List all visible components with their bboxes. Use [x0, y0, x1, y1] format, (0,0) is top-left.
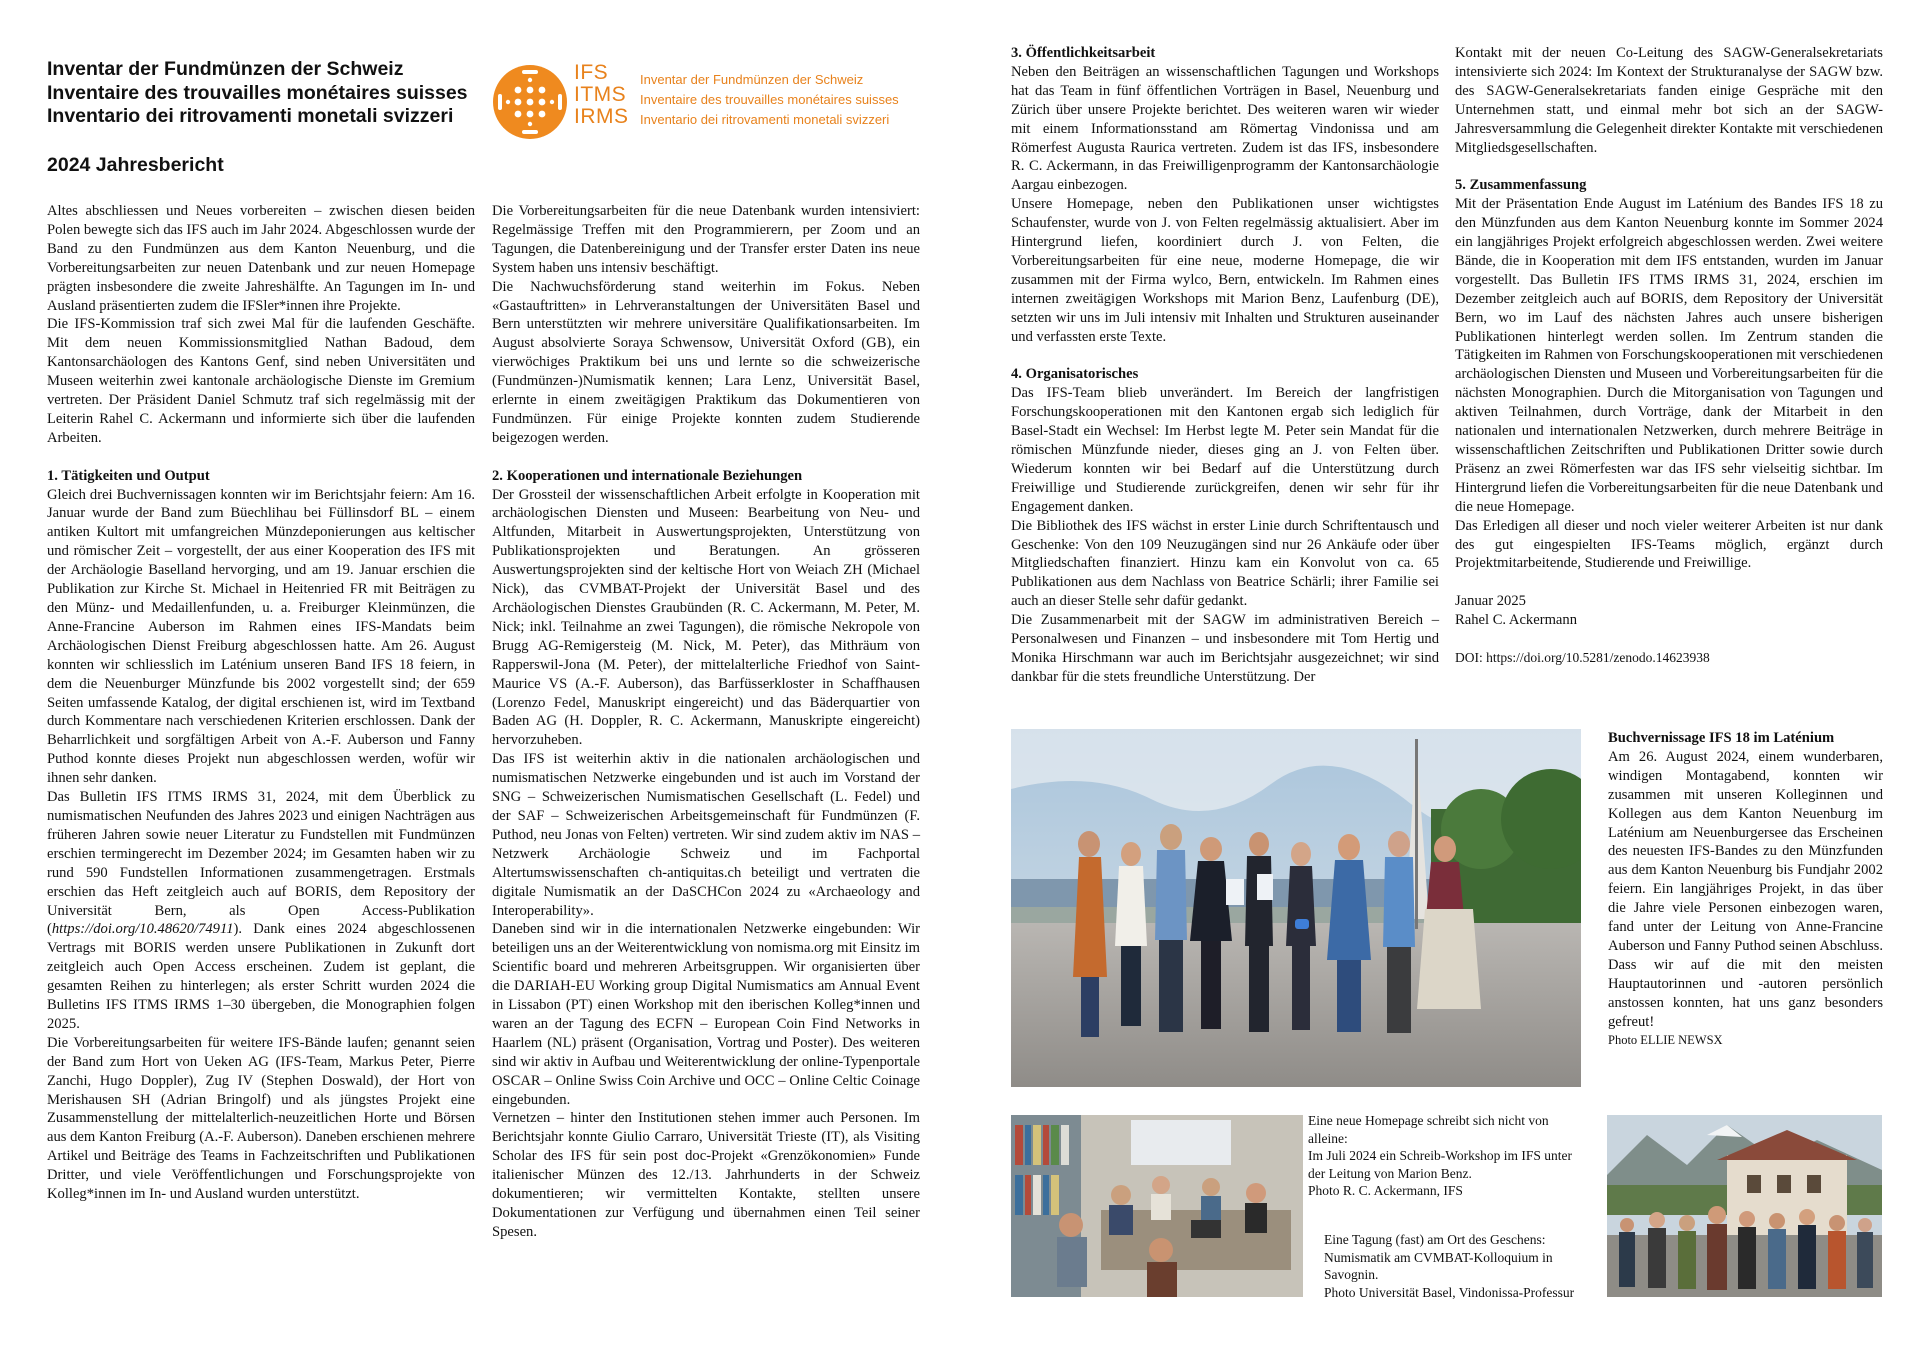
- title-de: Inventar der Fundmünzen der Schweiz: [47, 58, 404, 80]
- tagung-caption-line-2: Numismatik am CVMBAT-Kolloquium in Savognin.: [1324, 1249, 1553, 1282]
- intro-paragraph-2: Die IFS-Kommission traf sich zwei Mal für die laufenden Geschäfte. Mit dem neuen Kommissionsmitglied Nathan Badoud, dem Kantonsarchäologen des Kantons Genf, sind neben Universitäten und Museen weiterhin zwei kantonale archäologische Dienste im Gremium vertreten. Der Präsident Daniel Schmutz traf sich regelmässig mit der Leiterin Rahel C. Ackermann und informierte sich über die laufenden Arbeiten.: [47, 316, 475, 446]
- section-3-paragraph-1: Neben den Beiträgen an wissenschaftlichen Tagungen und Workshops hat das Team in fünf öffentlichen Vorträgen in Basel, Neuenburg und Zürich über unsere Projekte berichtet. Des weiteren waren wir wieder mit einem Informationsstand am Römertag Vindonissa und am Römerfest Augusta Raurica vertreten. Zudem ist das IFS, insbesondere R. C. Ackermann, in das Freiwilligenprogramm der Kantonsarchäologie Aargau einbezogen.: [1011, 63, 1439, 194]
- tagung-caption-line-1: Eine Tagung (fast) am Ort des Geschens:: [1324, 1232, 1546, 1247]
- section-1-paragraph-4: Die Vorbereitungsarbeiten für die neue Datenbank wurden intensiviert: Regelmässige Treffen mit den Programmierern, per Zoom und an Tagungen, die Datenbereinigung und der Transfer erster Daten ins neue System haben uns intensiv beschäftigt.: [492, 203, 920, 276]
- logo-abbr-irms: IRMS: [574, 105, 629, 128]
- report-date: Januar 2025: [1455, 593, 1526, 610]
- section-4-paragraph-1: Das IFS-Team blieb unverändert. Im Bereich der langfristigen Forschungskooperationen mit den Kantonen ergab sich lediglich für Basel-Stadt ein Wechsel: Im Herbst legte M. Peter sein Mandat für die römischen Münzfunde nieder, dieses ging an J. von Felten über. Wiederum konnten wir bei Bedarf auf die Unterstützung durch Freiwillige und Studierende zurückgreifen, denen wir sehr für ihr Engagement danken.: [1011, 385, 1439, 515]
- doi-link[interactable]: https://doi.org/10.48620/74911: [51, 921, 234, 938]
- tagung-photo-credit: Photo Universität Basel, Vindonissa-Professur: [1324, 1284, 1575, 1300]
- workshop-photo-image: [1011, 1115, 1303, 1297]
- group-photo: [1011, 729, 1581, 1087]
- column-1: [47, 202, 475, 1204]
- section-heading-3: 3. Öffentlichkeitsarbeit: [1011, 45, 1156, 61]
- section-4-paragraph-4: Kontakt mit der neuen Co-Leitung des SAGW-Generalsekretariats intensivierte sich 2024: Im Kontext der Strukturanalyse der SAGW bzw. des SAGW-Generalsekretariats fanden einige Gespräche mit den Unternehmen statt, und einmal mehr bot sich an der SAGW-Jahresversammlung die Gelegenheit direkter Kontakte mit verschiedenen Mitgliedsgesellschaften.: [1455, 45, 1883, 156]
- report-author: Rahel C. Ackermann: [1455, 612, 1577, 629]
- doi-reference[interactable]: DOI: https://doi.org/10.5281/zenodo.14623938: [1455, 649, 1710, 665]
- group-photo-caption: [1608, 729, 1883, 1049]
- title-it: Inventario dei ritrovamenti monetali svizzeri: [47, 105, 454, 127]
- section-4-paragraph-3: Die Zusammenarbeit mit der SAGW im administrativen Bereich – Personalwesen und Finanzen – und insbesondere mit Tom Hertig und Monika Hirschmann war auch im Berichtsjahr ausgezeichnet; wir sind dankbar für die stets freundliche Unterstützung. Der: [1011, 612, 1439, 685]
- summary-paragraph-2: Das Erledigen all dieser und noch vieler weiterer Arbeiten ist nur dank des gut eingespielten IFS-Teams möglich, ergänzt durch Projektmitarbeitende, Studierende und Freiwillige.: [1455, 517, 1883, 572]
- section-1-paragraph-5: Die Nachwuchsförderung stand weiterhin im Fokus. Neben «Gastauftritten» in Lehrveranstaltungen der Universitäten Basel und Bern unterstützten wir mehrere universitäre Qualifikationsarbeiten. Im August absolvierte Soraya Schwensow, Universität Oxford (GB), ein vierwöchiges Praktikum bei uns und lernte so die schweizerische (Fundmünzen-)Numismatik kennen; Lara Lenz, Universität Basel, erlernte in einem zweitägigen Praktikum das Dokumentieren von Fundmünzen. Für einige Projekte konnten zudem Studierende beigezogen werden.: [492, 278, 920, 446]
- column-2: [492, 202, 920, 1242]
- group-photo-credit: Photo ELLIE NEWSX: [1608, 1032, 1723, 1047]
- section-2-paragraph-4: Vernetzen – hinter den Institutionen stehen immer auch Personen. Im Berichtsjahr konnte Giulio Carraro, Universität Trieste (IT), als Visiting Scholar des IFS für sein post doc-Projekt «Grenzökonomien» Funde italienischer Münzen des 12./13. Jahrhunderts in der Schweiz dokumentieren; wir vermittelten Kontakte, stellten unsere Dokumentationen zur Verfügung und übernahmen einen Teil seiner Spesen.: [492, 1110, 920, 1240]
- section-heading-2: 2. Kooperationen und internationale Beziehungen: [492, 467, 803, 484]
- column-4: [1455, 44, 1883, 668]
- section-1-paragraph-2: Das Bulletin IFS ITMS IRMS 31, 2024, mit dem Überblick zu numismatischen Neufunden des Jahres 2023 und einigen Nachträgen aus früheren Jahren sowie neuer Literatur zu Fundstellen mit Fundmünzen erschien termingerecht im Dezember 2024; im Gesamten haben wir zu rund 590 Fundstellen Informationen zusammengetragen. Erstmals erschien das Heft zeitgleich auch auf BORIS, dem Repository der Universität Bern, als Open Access-Publikation (https://doi.org/10.48620/74911). Dank eines 2024 abgeschlossenen Vertrags mit BORIS werden unsere Publikationen in Zukunft dort zeitgleich auch Open Access erscheinen. Zudem ist geplant, die gesamten Reihen zu hinterlegen; als erster Schritt wurden 2024 die Bulletins IFS ITMS IRMS 1–30 übergeben, die Monographien folgen 2025.: [47, 789, 475, 1032]
- tagung-photo-image: [1607, 1115, 1882, 1297]
- logo-line-de: Inventar der Fundmünzen der Schweiz: [640, 72, 864, 87]
- column-3: [1011, 44, 1439, 687]
- coin-grid-icon: [492, 64, 568, 140]
- section-1-paragraph-1: Gleich drei Buchvernissagen konnten wir im Berichtsjahr feiern: Am 16. Januar wurde der Band zum Büechlihau bei Füllinsdorf BL – einem antiken Kultort mit umfangreichen Münzdeponierungen aus keltischer und römischer Zeit – vorgestellt, der aus einer Kooperation des IFS mit der Archäologie Baselland hervorging, und am 19. Januar erschien die Publikation zur Kirche St. Michael in Heitenried FR mit Beiträgen zu den Münz- und Medaillenfunden, u. a. Freiburger Kleinmünzen, die Anne-Francine Auberson im Rahmen eines IFS-Mandats beim Archäologischen Dienst Freiburg abgeschlossen hatte. Am 26. August konnten wir schliesslich im Laténium unseren Band IFS 18 feiern, in dem die Neuenburger Münzfunde bis 2002 vorgestellt sind; der 659 Seiten umfassende Katalog, der digital erschienen ist, wird im Textband durch Kommentare nach verschiedenen Kriterien erschlossen. Dank der Beharrlichkeit und sorgfältigen Arbeit von A.-F. Auberson und Fanny Puthod konnte dieses Projekt nun abgeschlossen werden, wofür wir ihnen sehr danken.: [47, 486, 475, 787]
- workshop-photo-credit: Photo R. C. Ackermann, IFS: [1308, 1183, 1463, 1198]
- group-photo-image: [1011, 729, 1581, 1087]
- section-heading-1: 1. Tätigkeiten und Output: [47, 467, 210, 484]
- report-title: 2024 Jahresbericht: [47, 153, 224, 176]
- group-photo-caption-title: Buchvernissage IFS 18 im Laténium: [1608, 730, 1835, 746]
- workshop-caption-line-1: Eine neue Homepage schreibt sich nicht von alleine:: [1308, 1113, 1549, 1146]
- logo-line-fr: Inventaire des trouvailles monétaires suisses: [640, 92, 899, 107]
- logo-abbr-ifs: IFS: [574, 61, 609, 84]
- section-2-paragraph-3: Daneben sind wir in die internationalen Netzwerke eingebunden: Wir beteiligen uns an der Weiterentwicklung von nomisma.org mit Einsitz im Scientific board und mehreren Arbeitsgruppen. Wir organisierten über die DARIAH-EU Working group Digital Numismatics am Annual Event in Lissabon (PT) einen Workshop mit den iberischen Kolleg*innen und waren an der Tagung des ECFN – European Coin Find Networks in Haarlem (NL) präsent (Organisation, Vortrag und Poster). Des weiteren sind wir aktiv in Aufbau und Weiterentwicklung der online-Typenportale OSCAR – Online Swiss Coin Archive und OCC – Online Celtic Coinage eingebunden.: [492, 921, 920, 1108]
- summary-paragraph-1: Mit der Präsentation Ende August im Laténium des Bandes IFS 18 zu den Münzfunden aus dem Kanton Neuenburg konnte im Sommer 2024 ein langjähriges Projekt erfolgreich abgeschlossen werden. Zwei weitere Bände, die in Kooperation mit dem IFS entstanden, wurden im Januar vorgestellt. Das Bulletin IFS ITMS IRMS 31, 2024, erschien im Dezember zeitgleich auch auf BORIS, dem Repository der Universität Bern, wo im Lauf des nächsten Jahres auch unsere bisherigen Publikationen hinterlegt werden sollen. Im Zentrum standen die Tätigkeiten im Rahmen von Forschungskooperationen mit verschiedenen archäologischen Diensten und Museen und Vorbereitungsarbeiten für die nächsten Monographien. Durch die Mitorganisation von Tagungen und aktiven Teilnahmen, durch Vorträge, dank der Mitarbeit in den nationalen und internationalen Netzwerken, durch mehrere Beiträge in wissenschaftlichen Zeitschriften und Publikationen Dritter sowie durch Präsenz an zwei Römerfesten war das IFS sehr vielseitig sichtbar. Im Hintergrund liefen die Vorbereitungsarbeiten für die neue Datenbank und die neue Homepage.: [1455, 196, 1883, 515]
- tagung-photo: [1607, 1115, 1882, 1297]
- logo-line-it: Inventario dei ritrovamenti monetali svizzeri: [640, 112, 890, 127]
- workshop-photo-caption: [1308, 1112, 1578, 1200]
- section-4-paragraph-2: Die Bibliothek des IFS wächst in erster Linie durch Schriftentausch und Geschenke: Von den 109 Neuzugängen sind nur 26 Ankäufe oder über Mitgliedschaften finanziert. Hinzu kam ein Konvolut von ca. 65 Publikationen aus dem Nachlass von Beatrice Schärli; ihrer Familie sei auch an dieser Stelle sehr dafür gedankt.: [1011, 517, 1439, 610]
- workshop-caption-line-2: Im Juli 2024 ein Schreib-Workshop im IFS unter der Leitung von Marion Benz.: [1308, 1148, 1573, 1181]
- workshop-photo: [1011, 1115, 1303, 1297]
- section-1-paragraph-3: Die Vorbereitungsarbeiten für weitere IFS-Bände laufen; genannt seien der Band zum Hort von Ueken AG (IFS-Team, Markus Peter, Pierre Zanchi, Hugo Doppler), Zug IV (Stephen Doswald), der Hort von Merishausen SH (Adrian Bringolf) und als jüngstes Projekt eine Zusammenstellung der mittelalterlich-neuzeitlichen Horte und Börsen aus dem Kanton Freiburg (A.-F. Auberson). Daneben erschienen mehrere Artikel und Beiträge des Teams in Fachzeitschriften und Publikationen Dritter, und viele Veröffentlichungen und Forschungsprojekte von Kolleg*innen im In- und Ausland wurden unterstützt.: [47, 1034, 475, 1203]
- intro-paragraph-1: Altes abschliessen und Neues vorbereiten – zwischen diesen beiden Polen bewegte sich das IFS auch im Jahr 2024. Abgeschlossen wurde der Band zu den Fundmünzen aus dem Kanton Neuenburg, und die Vorbereitungsarbeiten zur neuen Datenbank und zur neuen Homepage prägten insbesondere die zweite Jahreshälfte. An Tagungen im In- und Ausland präsentierten zudem die IFSler*innen ihre Projekte.: [47, 203, 475, 314]
- tagung-photo-caption: [1324, 1231, 1602, 1301]
- page-header: [47, 58, 487, 177]
- group-photo-caption-text: Am 26. August 2024, einem wunderbaren, windigen Montagabend, konnten wir zusammen mit unseren Kolleginnen und Kollegen aus dem Kanton Neuenburg im Laténium am Neuenburgersee das Erscheinen des neuesten IFS-Bandes zu den Münzfunden aus dem Kanton Neuenburg bis Fundjahr 2002 feiern. Ein langjähriges Projekt, in das über die Jahre viele Personen einbezogen waren, fand unter der Leitung von Anne-Francine Auberson und Fanny Puthod seinen Abschluss. Dass wir auf die mit den meisten Hauptautorinnen und -autoren persönlich anstossen konnten, hat uns ganz besonders gefreut!: [1608, 748, 1883, 1030]
- section-heading-5: 5. Zusammenfassung: [1455, 177, 1587, 194]
- logo-abbr-itms: ITMS: [574, 83, 627, 106]
- section-2-paragraph-2: Das IFS ist weiterhin aktiv in die nationalen archäologischen und numismatischen Netzwerke eingebunden und ist auch im Vorstand der SNG – Schweizerischen Numismatischen Gesellschaft (L. Fedel) und der SAF – Schweizerischen Arbeitsgemeinschaft für Fundmünzen (F. Puthod, neu Jonas von Felten) vertreten. Wir sind zudem aktiv im NAS – Netzwerk Archäologie Schweiz und im Fachportal Altertumswissenschaften ch-antiquitas.ch beteiligt und vertraten die digitale Numismatik an der DaSCHCon 2024 zu «Archaeology and Interoperability».: [492, 751, 920, 919]
- title-fr: Inventaire des trouvailles monétaires suisses: [47, 81, 468, 104]
- section-heading-4: 4. Organisatorisches: [1011, 366, 1139, 383]
- section-2-paragraph-1: Der Grossteil der wissenschaftlichen Arbeit erfolgte in Kooperation mit archäologischen Diensten und Museen: Bearbeitung von Neu- und Altfunden, Mitarbeit in Auswertungsprojekten, Unterstützung von Publikationsprojekten und Beratungen. An grösseren Auswertungsprojekten sind der keltische Hort von Weiach ZH (Michael Nick), das CVMBAT-Projekt der Universität Basel und des Archäologischen Dienstes Graubünden (R. C. Ackermann, M. Peter, M. Nick; inkl. Teilnahme an zwei Tagungen), die römische Nekropole von Brugg AG-Remigersteig (M. Nick, M. Peter), das Mithräum von Rapperswil-Jona (M. Peter), der mittelalterliche Friedhof von Saint-Maurice VS (A.-F. Auberson), das Barfüsserkloster in Schaffhausen (Lorenzo Fedel, Manuskript eingereicht) und das Bäderquartier von Baden AG (H. Doppler, R. C. Ackermann, Manuskripte eingereicht) hervorzuheben.: [492, 486, 920, 749]
- ifs-logo: [492, 62, 932, 142]
- section-3-paragraph-2: Unsere Homepage, neben den Publikationen unser wichtigstes Schaufenster, wurde von J. von Felten regelmässig aktualisiert. Aber im Hintergrund liefen, koordiniert durch J. von Felten, die Vorbereitungsarbeiten für eine neue, moderne Homepage, die wir zusammen mit der Firma wylco, Bern, entwickeln. Im Rahmen eines internen zweitägigen Workshops mit Marion Benz, Laufenburg (DE), setzten wir uns im Juli intensiv mit Inhalten und Strukturen auseinander und verfassten erste Texte.: [1011, 196, 1439, 345]
